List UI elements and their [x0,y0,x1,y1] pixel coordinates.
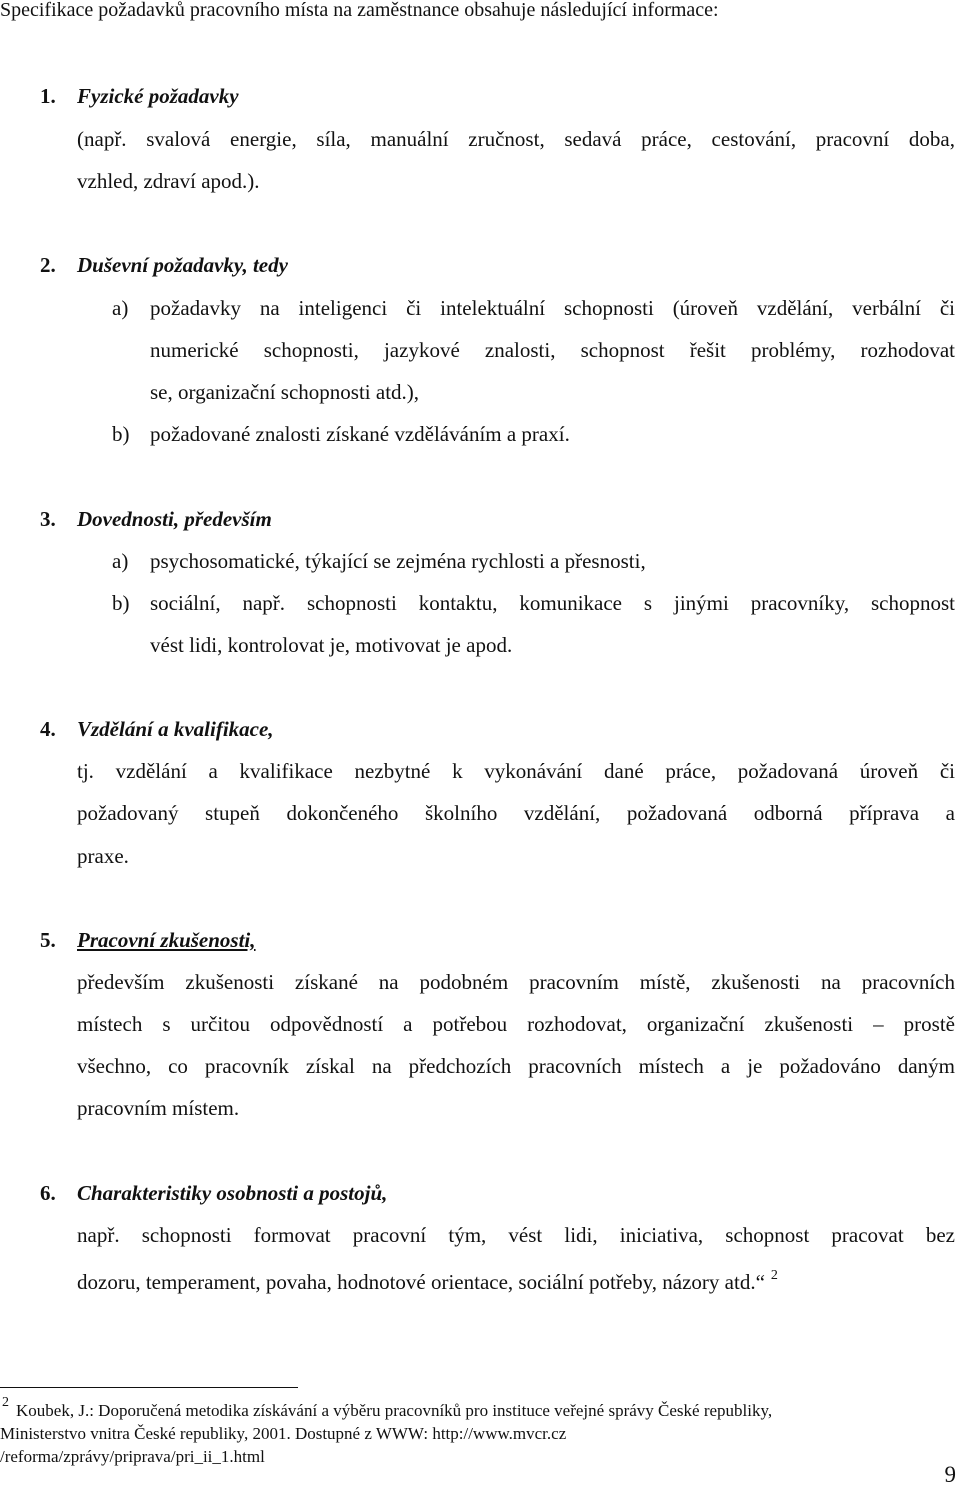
section-2-item-a-marker: a) [112,296,129,320]
section-5-number: 5. [40,928,56,952]
footnote-divider [0,1387,298,1388]
section-2-title: Duševní požadavky, tedy [77,253,288,277]
section-4-line-2: požadovaný stupeň dokončeného školního vzdělání, požadovaná odborná příprava a [77,801,955,825]
section-1-line-1: (např. svalová energie, síla, manuální zručnost, sedavá práce, cestování, pracovní doba, [77,127,955,151]
section-5-line-4: pracovním místem. [77,1096,240,1120]
section-3-title: Dovednosti, především [77,507,272,531]
section-6-line-2-text: dozoru, temperament, povaha, hodnotové orientace, sociální potřeby, názory atd.“ [77,1270,765,1294]
section-2-item-a-line-3: se, organizační schopnosti atd.), [150,380,420,404]
section-1-line-2: vzhled, zdraví apod.). [77,169,260,193]
section-2-item-b-line-1: požadované znalosti získané vzděláváním a praxí. [150,422,570,446]
section-3-number: 3. [40,507,56,531]
footnote-line-1: Koubek, J.: Doporučená metodika získávání a výběru pracovníků pro instituce veřejné správy České republiky, [16,1401,773,1420]
section-4-number: 4. [40,717,56,741]
section-6-line-2 [77,1266,778,1294]
section-2-item-a-line-1: požadavky na inteligenci či intelektuální schopnosti (úroveň vzdělání, verbální či [150,296,955,320]
footnote-line-3: /reforma/zprávy/priprava/pri_ii_1.html [0,1447,265,1466]
page-number: 9 [944,1462,956,1487]
section-5-line-3: všechno, co pracovník získal na předchozích pracovních místech a je požadováno daným [77,1054,955,1078]
footnote-reference[interactable]: 2 [770,1268,778,1283]
footnote-marker: 2 [2,1395,9,1410]
section-2-number: 2. [40,253,56,277]
section-3-item-a-marker: a) [112,549,129,573]
section-3-item-b-line-2: vést lidi, kontrolovat je, motivovat je apod. [150,633,513,657]
section-1-title: Fyzické požadavky [77,84,239,108]
section-4-line-3: praxe. [77,844,129,868]
section-5-line-2: místech s určitou odpovědností a potřebou rozhodovat, organizační zkušenosti – prostě [77,1012,955,1036]
section-4-title: Vzdělání a kvalifikace, [77,717,274,741]
section-2-item-b-marker: b) [112,422,130,446]
section-6-title: Charakteristiky osobnosti a postojů, [77,1181,388,1205]
section-3-item-b-line-1: sociální, např. schopnosti kontaktu, komunikace s jinými pracovníky, schopnost [150,591,955,615]
section-2-item-a-line-2: numerické schopnosti, jazykové znalosti, schopnost řešit problémy, rozhodovat [150,338,955,362]
section-6-number: 6. [40,1181,56,1205]
section-1-number: 1. [40,84,56,108]
section-5-title: Pracovní zkušenosti, [77,928,256,952]
section-5-line-1: především zkušenosti získané na podobném pracovním místě, zkušenosti na pracovních [77,970,955,994]
footnote-line-2: Ministerstvo vnitra České republiky, 2001. Dostupné z WWW: http://www.mvcr.cz [0,1424,567,1443]
section-6-line-1: např. schopnosti formovat pracovní tým, vést lidi, iniciativa, schopnost pracovat bez [77,1223,955,1247]
intro-text: Specifikace požadavků pracovního místa na zaměstnance obsahuje následující informace: [0,0,719,21]
section-3-item-b-marker: b) [112,591,130,615]
section-4-line-1: tj. vzdělání a kvalifikace nezbytné k vykonávání dané práce, požadovaná úroveň či [77,759,955,783]
section-3-item-a-line-1: psychosomatické, týkající se zejména rychlosti a přesnosti, [150,549,646,573]
